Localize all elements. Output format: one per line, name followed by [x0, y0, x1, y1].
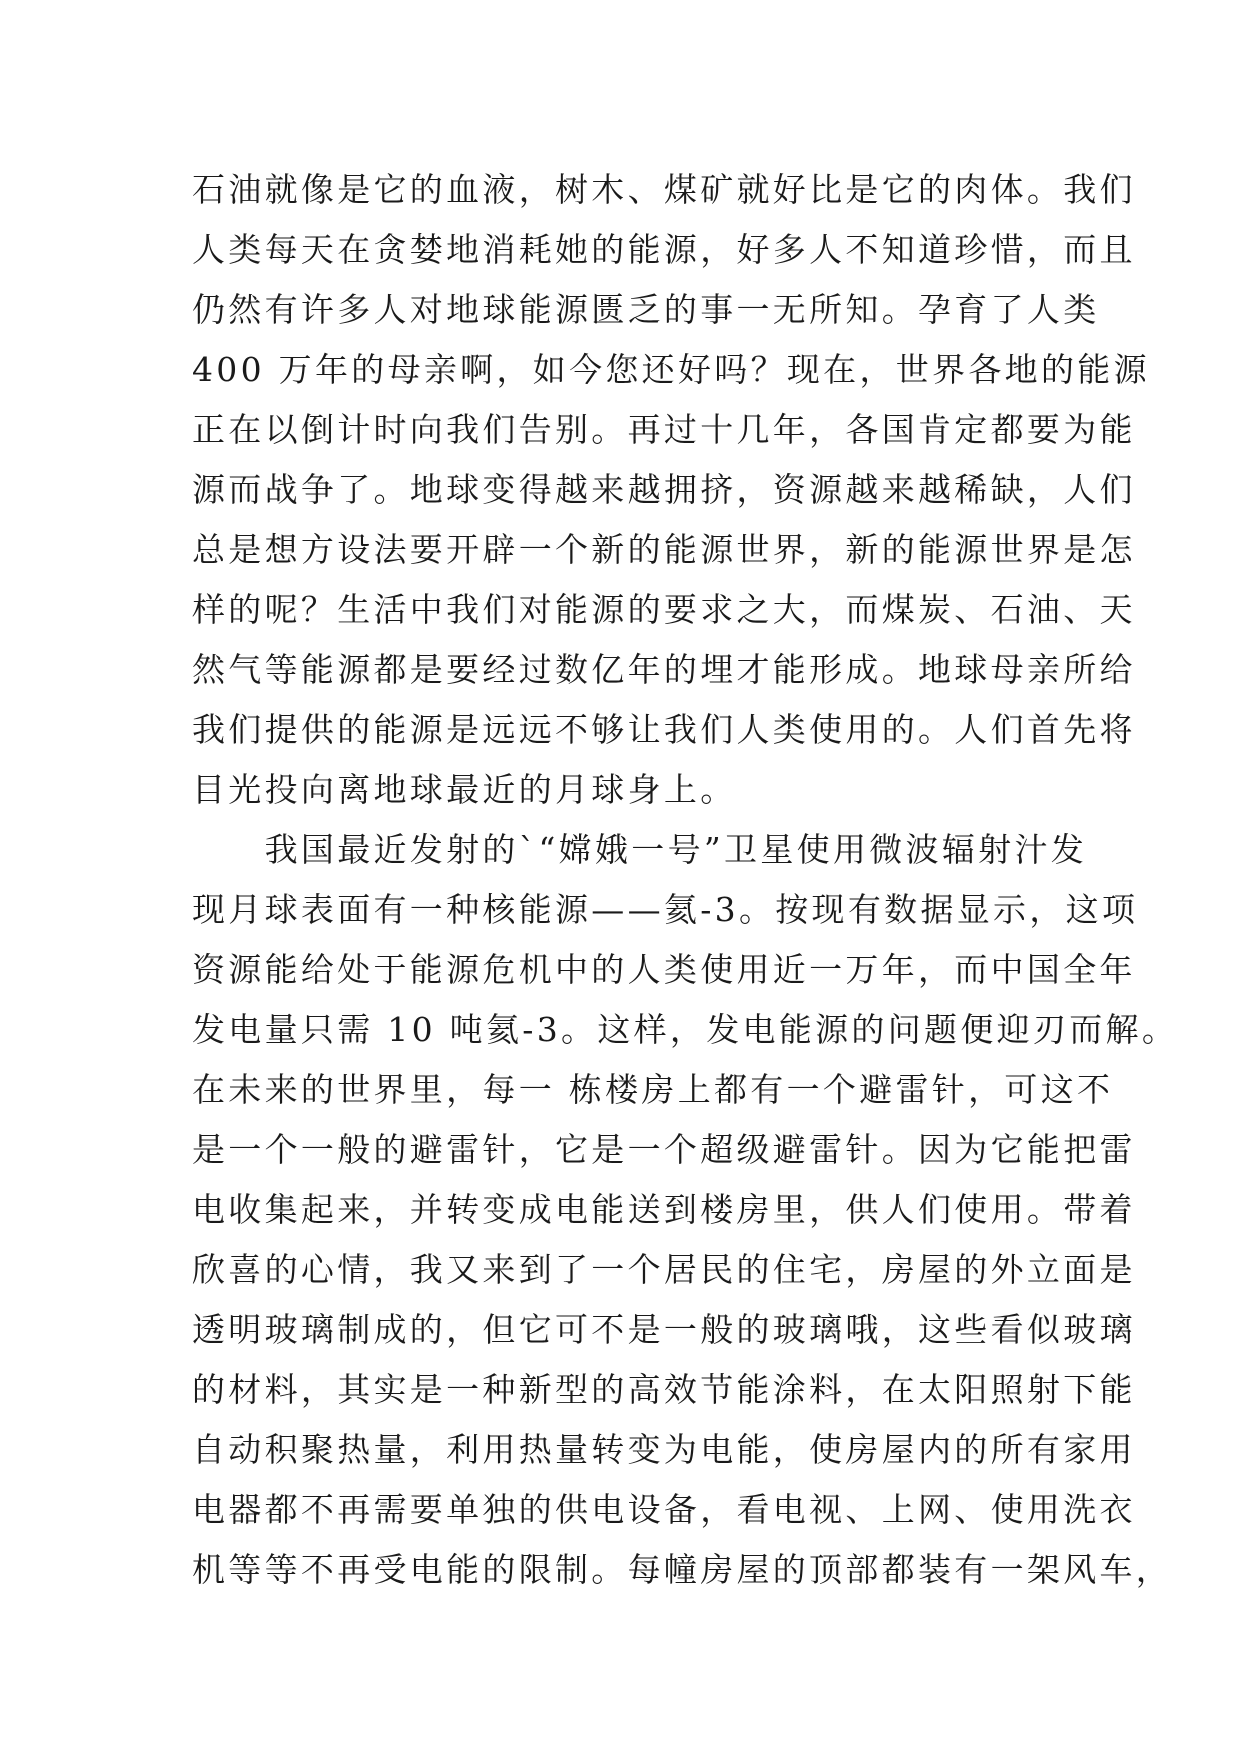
text-line: 资源能给处于能源危机中的人类使用近一万年，而中国全年 [192, 950, 1136, 989]
body-text [192, 160, 1179, 1600]
text-line: 目光投向离地球最近的月球身上。 [192, 770, 737, 809]
text-line: 源而战争了。地球变得越来越拥挤，资源越来越稀缺，人们 [192, 470, 1136, 509]
text-line: 样的呢？生活中我们对能源的要求之大，而煤炭、石油、天 [192, 590, 1136, 629]
text-line: 我们提供的能源是远远不够让我们人类使用的。人们首先将 [192, 710, 1136, 749]
text-line: 电器都不再需要单独的供电设备，看电视、上网、使用洗衣 [192, 1490, 1136, 1529]
text-line: 机等等不再受电能的限制。每幢房屋的顶部都装有一架风车， [192, 1550, 1173, 1589]
text-line: 总是想方设法要开辟一个新的能源世界，新的能源世界是怎 [192, 530, 1136, 569]
text-line: 电收集起来，并转变成电能送到楼房里，供人们使用。带着 [192, 1190, 1136, 1229]
text-line: 的材料，其实是一种新型的高效节能涂料，在太阳照射下能 [192, 1370, 1136, 1409]
text-line: 石油就像是它的血液，树木、煤矿就好比是它的肉体。我们 [192, 170, 1136, 209]
text-line: 人类每天在贪婪地消耗她的能源，好多人不知道珍惜，而且 [192, 230, 1136, 269]
text-line: 发电量只需 10 吨氦-3。这样，发电能源的问题便迎刃而解。 [192, 1010, 1179, 1049]
text-line: 在未来的世界里，每一 栋楼房上都有一个避雷针，可这不 [192, 1070, 1114, 1109]
text-line: 透明玻璃制成的，但它可不是一般的玻璃哦，这些看似玻璃 [192, 1310, 1136, 1349]
text-line: 现月球表面有一种核能源——氦-3。按现有数据显示，这项 [192, 890, 1139, 929]
text-line: 然气等能源都是要经过数亿年的埋才能形成。地球母亲所给 [192, 650, 1136, 689]
text-line: 是一个一般的避雷针，它是一个超级避雷针。因为它能把雷 [192, 1130, 1136, 1169]
text-line: 正在以倒计时向我们告别。再过十几年，各国肯定都要为能 [192, 410, 1136, 449]
text-line: 仍然有许多人对地球能源匮乏的事一无所知。孕育了人类 [192, 290, 1100, 329]
text-line: 自动积聚热量，利用热量转变为电能，使房屋内的所有家用 [192, 1430, 1136, 1469]
text-line: 欣喜的心情，我又来到了一个居民的住宅，房屋的外立面是 [192, 1250, 1136, 1289]
text-line: 400 万年的母亲啊，如今您还好吗？现在，世界各地的能源 [192, 350, 1150, 389]
text-line: 我国最近发射的`“嫦娥一号”卫星使用微波辐射汁发 [192, 830, 1088, 869]
